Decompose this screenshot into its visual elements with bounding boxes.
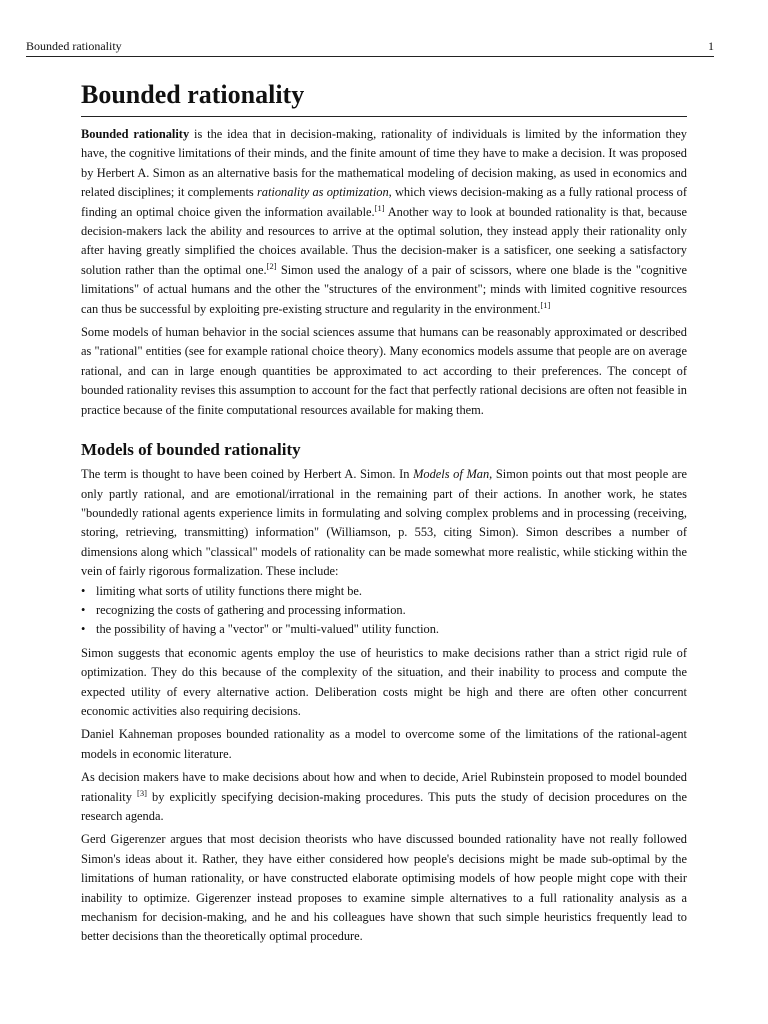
italic-book-title: Models of Man — [413, 467, 490, 482]
article-title: Bounded rationality — [81, 78, 687, 117]
citation-ref-2[interactable]: [2] — [266, 260, 277, 271]
section-p4-text-2: by explicitly specifying decision-making procedures. This puts the study of decision procedures on the research agenda. — [81, 789, 687, 823]
running-header — [26, 39, 714, 57]
intro-text-4: Simon used the analogy of a pair of scissors, where one blade is the "cognitive limitations" of actual humans and the other the "structures of the environment"; minds with limited cognitive resources can thus be successful by exploiting pre-existing structure and regularity in the environment. — [81, 262, 687, 316]
list-item-text: recognizing the costs of gathering and processing information. — [96, 602, 406, 617]
bold-term: Bounded rationality — [81, 127, 190, 141]
list-item — [81, 601, 687, 620]
citation-ref-1[interactable]: [1] — [374, 202, 385, 213]
bullet-glyph: • — [81, 622, 86, 637]
intro-paragraph-2: Some models of human behavior in the social sciences assume that humans can be reasonably approximated or described as "rational" entities (see for example rational choice theory). Many economics models assume that people are on average rational, and can in large enough quantities be approximated to act according to their preferences. The concept of bounded rationality revises this assumption to account for the fact that perfectly rational decisions are often not feasible in practice because of the finite computational resources available for making them. — [81, 325, 687, 417]
bullet-glyph: • — [81, 583, 86, 598]
citation-ref-3[interactable]: [1] — [540, 299, 551, 310]
section-p4-text-1: As decision makers have to make decisions about how and when to decide, Ariel Rubinstein proposed to model bounded rationality — [81, 770, 687, 804]
bullet-list — [81, 582, 687, 640]
section-paragraph-5: Gerd Gigerenzer argues that most decision theorists who have discussed bounded rationality have not really followed Simon's ideas about it. Rather, they have either considered how people's decisions might be made sub-optimal by the limitations of human rationality, or have constructed elaborate optimising models of how people might cope with their inability to optimize. Gigerenzer instead proposes to examine simple alternatives to a full rationality analysis as a mechanism for decision-making, and he and his colleagues have shown that such simple heuristics frequently lead to better decisions than the theoretically optimal procedure. — [81, 832, 687, 944]
list-item — [81, 620, 687, 639]
section-paragraph-4 — [81, 768, 687, 826]
list-item — [81, 582, 687, 601]
section-paragraph-2: Simon suggests that economic agents employ the use of heuristics to make decisions rather than a strict rigid rule of optimization. They do this because of the complexity of the situation, and their inability to process and compute the expected utility of every alternative action. Deliberation costs might be high and there are often other concurrent economic activities also requiring decisions. — [81, 645, 687, 718]
citation-ref-4[interactable]: [3] — [137, 787, 147, 798]
article-body — [81, 78, 687, 947]
italic-term[interactable]: rationality as optimization — [256, 185, 389, 200]
list-item-text: limiting what sorts of utility functions there might be. — [96, 583, 363, 598]
section-text-2: , Simon points out that most people are only partly rational, and are emotional/irrational in the remaining part of their actions. In another work, he states "boundedly rational agents experience limits in formulating and solving complex problems and in processing (receiving, storing, retrieving, transmitting) information" (Williamson, p. 553, citing Simon). Simon describes a number of dimensions along which "classical" models of rationality can be made somewhat more realistic, while sticking within the vein of fairly rigorous formalization. These include: — [81, 467, 687, 579]
section-paragraph-1 — [81, 465, 687, 581]
intro-text-2: , which views decision-making as a fully rational process of finding an optimal choice given the information available. — [81, 185, 687, 219]
intro-paragraph-1 — [81, 125, 687, 319]
section-heading: Models of bounded rationality — [81, 440, 301, 460]
list-item-text: the possibility of having a "vector" or "multi-valued" utility function. — [96, 622, 440, 637]
section-text-1: The term is thought to have been coined by Herbert A. Simon. In — [81, 467, 414, 482]
intro-text-1: is the idea that in decision-making, rationality of individuals is limited by the information they have, the cognitive limitations of their minds, and the finite amount of time they have to make a decision. It was proposed by Herbert A. Simon as an alternative basis for the mathematical modeling of decision making, as used in economics and related disciplines; it complements — [81, 127, 687, 200]
bullet-glyph: • — [81, 602, 86, 617]
page-number: 1 — [708, 39, 714, 53]
intro-text-3: Another way to look at bounded rationality is that, because decision-makers lack the ability and resources to arrive at the optimal solution, they instead apply their rationality only after having greatly simplified the choices available. Thus the decision-maker is a satisficer, one seeking a satisfactory solution rather than the optimal one. — [81, 204, 687, 277]
section-paragraph-3: Daniel Kahneman proposes bounded rationality as a model to overcome some of the limitations of the rational-agent models in economic literature. — [81, 727, 687, 761]
running-header-title: Bounded rationality — [26, 39, 122, 53]
